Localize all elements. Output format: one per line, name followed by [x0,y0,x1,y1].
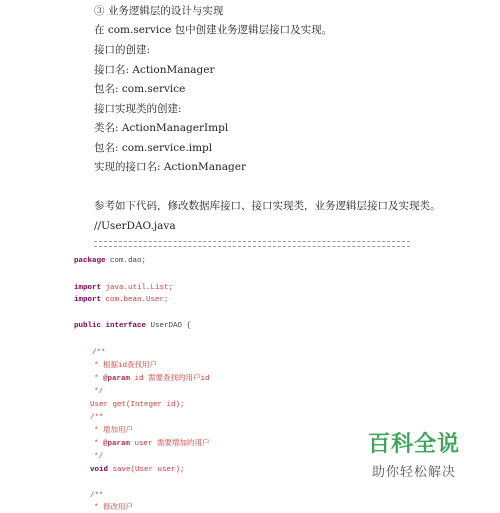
watermark-title: 百科全说 [367,432,460,457]
separator-line [94,241,410,247]
code-line-comment-desc: * 根据id查找用户 [94,362,158,370]
code-line-param: * @param id 需要查找的用户id [94,375,210,383]
code-line-get-method: User get(Integer id); [90,401,185,409]
file-comment: //UserDAO.java [94,220,176,232]
impl-interface-name: 实现的接口名: ActionManager [94,161,246,173]
code-line-comment-desc-3: * 修改用户 [94,504,134,512]
impl-create-label: 接口实现类的创建: [94,103,182,115]
intro-paragraph: 在 com.service 包中创建业务逻辑层接口及实现。 [94,24,333,36]
watermark-subtitle: 助你轻松解决 [371,465,456,480]
code-line-package: package com.dao; [74,257,147,265]
code-line-import-list: import java.util.List; [74,284,174,292]
code-line-comment-open-3: /** [90,492,104,500]
interface-name: 接口名: ActionManager [94,64,215,76]
interface-package: 包名: com.service [94,83,186,95]
section-heading: ③ 业务逻辑层的设计与实现 [94,5,224,17]
code-line-interface-decl: public interface UserDAO { [74,322,192,330]
interface-create-label: 接口的创建: [94,44,151,56]
code-line-comment-close-2: */ [94,453,104,461]
impl-package: 包名: com.service.impl [94,142,213,154]
reference-paragraph: 参考如下代码，修改数据库接口、接口实现类，业务逻辑层接口及实现类。 [94,200,441,212]
code-line-comment-open: /** [92,349,106,357]
watermark-logo [368,432,460,480]
code-line-param-2: * @param user 需要增加的用户 [94,440,210,448]
code-line-comment-open-2: /** [90,414,104,422]
code-line-comment-desc-2: * 增加用户 [94,427,134,435]
code-line-save-method: void save(User user); [90,466,185,474]
impl-class-name: 类名: ActionManagerImpl [94,122,229,134]
code-line-comment-close: */ [94,388,104,396]
code-line-import-user: import com.bean.User; [74,296,169,304]
